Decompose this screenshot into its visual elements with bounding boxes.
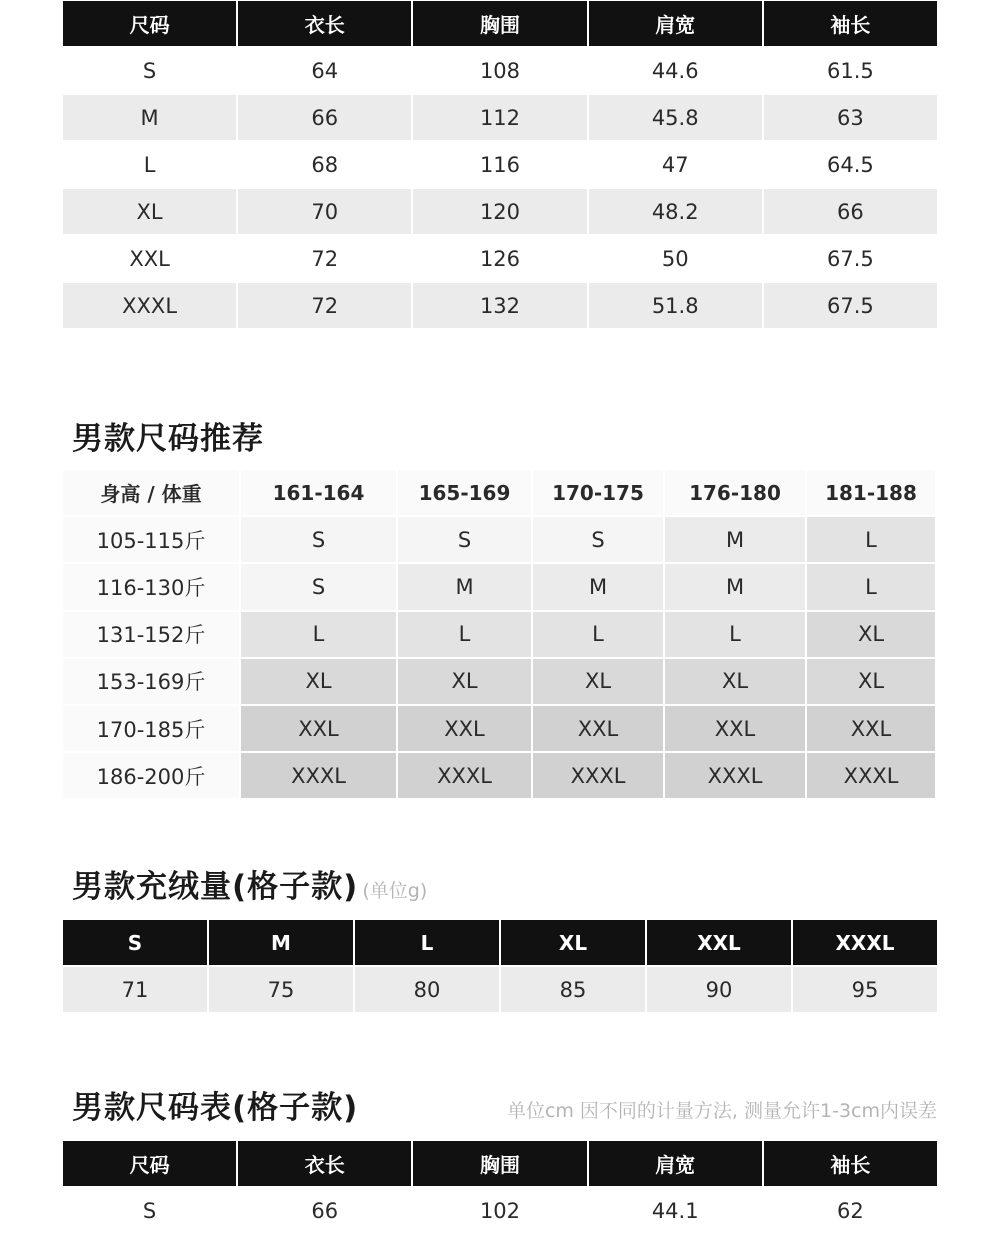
header-shoulder: 肩宽: [589, 1141, 762, 1186]
table-cell: 48.2: [589, 189, 762, 234]
table-cell: 51.8: [589, 283, 762, 328]
down-value: 90: [647, 967, 791, 1012]
table-cell: 64: [238, 48, 411, 93]
size-table: [63, 1, 937, 328]
table-cell: 108: [413, 48, 586, 93]
table-cell: 66: [238, 1188, 411, 1233]
down-table: [63, 920, 937, 1012]
header-size: 尺码: [63, 1, 236, 46]
size-cell: S: [533, 517, 663, 562]
table-cell: 44.6: [589, 48, 762, 93]
size-cell: M: [665, 564, 805, 609]
table-cell: 116: [413, 142, 586, 187]
recommend-title: 男款尺码推荐: [72, 421, 264, 457]
size-cell: L: [241, 612, 396, 657]
weight-label: 105-115斤: [63, 517, 239, 562]
size-table-2: [63, 1141, 937, 1233]
header-size: 尺码: [63, 1141, 236, 1186]
header-length: 衣长: [238, 1141, 411, 1186]
size-cell: XXXL: [807, 753, 935, 798]
table-cell: S: [63, 48, 236, 93]
down-value: 71: [63, 967, 207, 1012]
table-cell: 67.5: [764, 283, 937, 328]
table-cell: XXL: [63, 236, 236, 281]
size-cell: XXL: [533, 706, 663, 751]
size-cell: XL: [807, 659, 935, 704]
table-cell: S: [63, 1188, 236, 1233]
down-value: 80: [355, 967, 499, 1012]
size-cell: XXXL: [241, 753, 396, 798]
table-cell: 66: [238, 95, 411, 140]
table-cell: XXXL: [63, 283, 236, 328]
height-header: 176-180: [665, 470, 805, 515]
weight-label: 170-185斤: [63, 706, 239, 751]
table-cell: 126: [413, 236, 586, 281]
size-cell: XL: [241, 659, 396, 704]
size-cell: L: [665, 612, 805, 657]
size-cell: XXL: [665, 706, 805, 751]
weight-label: 186-200斤: [63, 753, 239, 798]
size-cell: XL: [665, 659, 805, 704]
table-cell: 47: [589, 142, 762, 187]
down-title: [72, 861, 427, 906]
table-cell: 102: [413, 1188, 586, 1233]
down-size-header: S: [63, 920, 207, 965]
down-size-header: XXL: [647, 920, 791, 965]
height-header: 165-169: [398, 470, 531, 515]
table-cell: 64.5: [764, 142, 937, 187]
down-value: 75: [209, 967, 353, 1012]
table-cell: M: [63, 95, 236, 140]
table-cell: 62: [764, 1188, 937, 1233]
down-unit: (单位g): [362, 880, 428, 902]
table-cell: 112: [413, 95, 586, 140]
down-size-header: XXXL: [793, 920, 937, 965]
recommend-table: [63, 470, 937, 798]
size-cell: S: [241, 564, 396, 609]
table-cell: 61.5: [764, 48, 937, 93]
down-value: 85: [501, 967, 645, 1012]
weight-label: 116-130斤: [63, 564, 239, 609]
table-cell: L: [63, 142, 236, 187]
size-table-2-title: 男款尺码表(格子款): [72, 1090, 359, 1126]
down-title-text: 男款充绒量(格子款): [72, 869, 359, 905]
size-cell: XXXL: [665, 753, 805, 798]
header-chest: 胸围: [413, 1141, 586, 1186]
size-cell: S: [241, 517, 396, 562]
size-cell: L: [807, 564, 935, 609]
down-size-header: L: [355, 920, 499, 965]
header-shoulder: 肩宽: [589, 1, 762, 46]
size-cell: M: [665, 517, 805, 562]
size-cell: M: [398, 564, 531, 609]
size-cell: XXL: [241, 706, 396, 751]
table-cell: 72: [238, 283, 411, 328]
size-cell: XXL: [807, 706, 935, 751]
table-cell: 120: [413, 189, 586, 234]
table-cell: 63: [764, 95, 937, 140]
size-cell: XXXL: [398, 753, 531, 798]
corner-label: 身高 / 体重: [63, 470, 239, 515]
size-cell: XXL: [398, 706, 531, 751]
size-cell: M: [533, 564, 663, 609]
table-cell: 132: [413, 283, 586, 328]
size-cell: S: [398, 517, 531, 562]
table-cell: 67.5: [764, 236, 937, 281]
measurement-note: 单位cm 因不同的计量方法, 测量允许1-3cm内误差: [506, 1100, 937, 1122]
size-cell: L: [398, 612, 531, 657]
header-sleeve: 袖长: [764, 1141, 937, 1186]
size-cell: L: [533, 612, 663, 657]
size-cell: XXXL: [533, 753, 663, 798]
table-cell: 68: [238, 142, 411, 187]
size-cell: XL: [533, 659, 663, 704]
height-header: 161-164: [241, 470, 396, 515]
down-value: 95: [793, 967, 937, 1012]
size-cell: L: [807, 517, 935, 562]
table-cell: XL: [63, 189, 236, 234]
size-cell: XL: [398, 659, 531, 704]
header-length: 衣长: [238, 1, 411, 46]
height-header: 181-188: [807, 470, 935, 515]
size-cell: XL: [807, 612, 935, 657]
table-cell: 44.1: [589, 1188, 762, 1233]
height-header: 170-175: [533, 470, 663, 515]
table-cell: 50: [589, 236, 762, 281]
table-cell: 66: [764, 189, 937, 234]
table-cell: 72: [238, 236, 411, 281]
header-chest: 胸围: [413, 1, 586, 46]
header-sleeve: 袖长: [764, 1, 937, 46]
table-cell: 45.8: [589, 95, 762, 140]
weight-label: 153-169斤: [63, 659, 239, 704]
down-size-header: M: [209, 920, 353, 965]
weight-label: 131-152斤: [63, 612, 239, 657]
table-cell: 70: [238, 189, 411, 234]
down-size-header: XL: [501, 920, 645, 965]
